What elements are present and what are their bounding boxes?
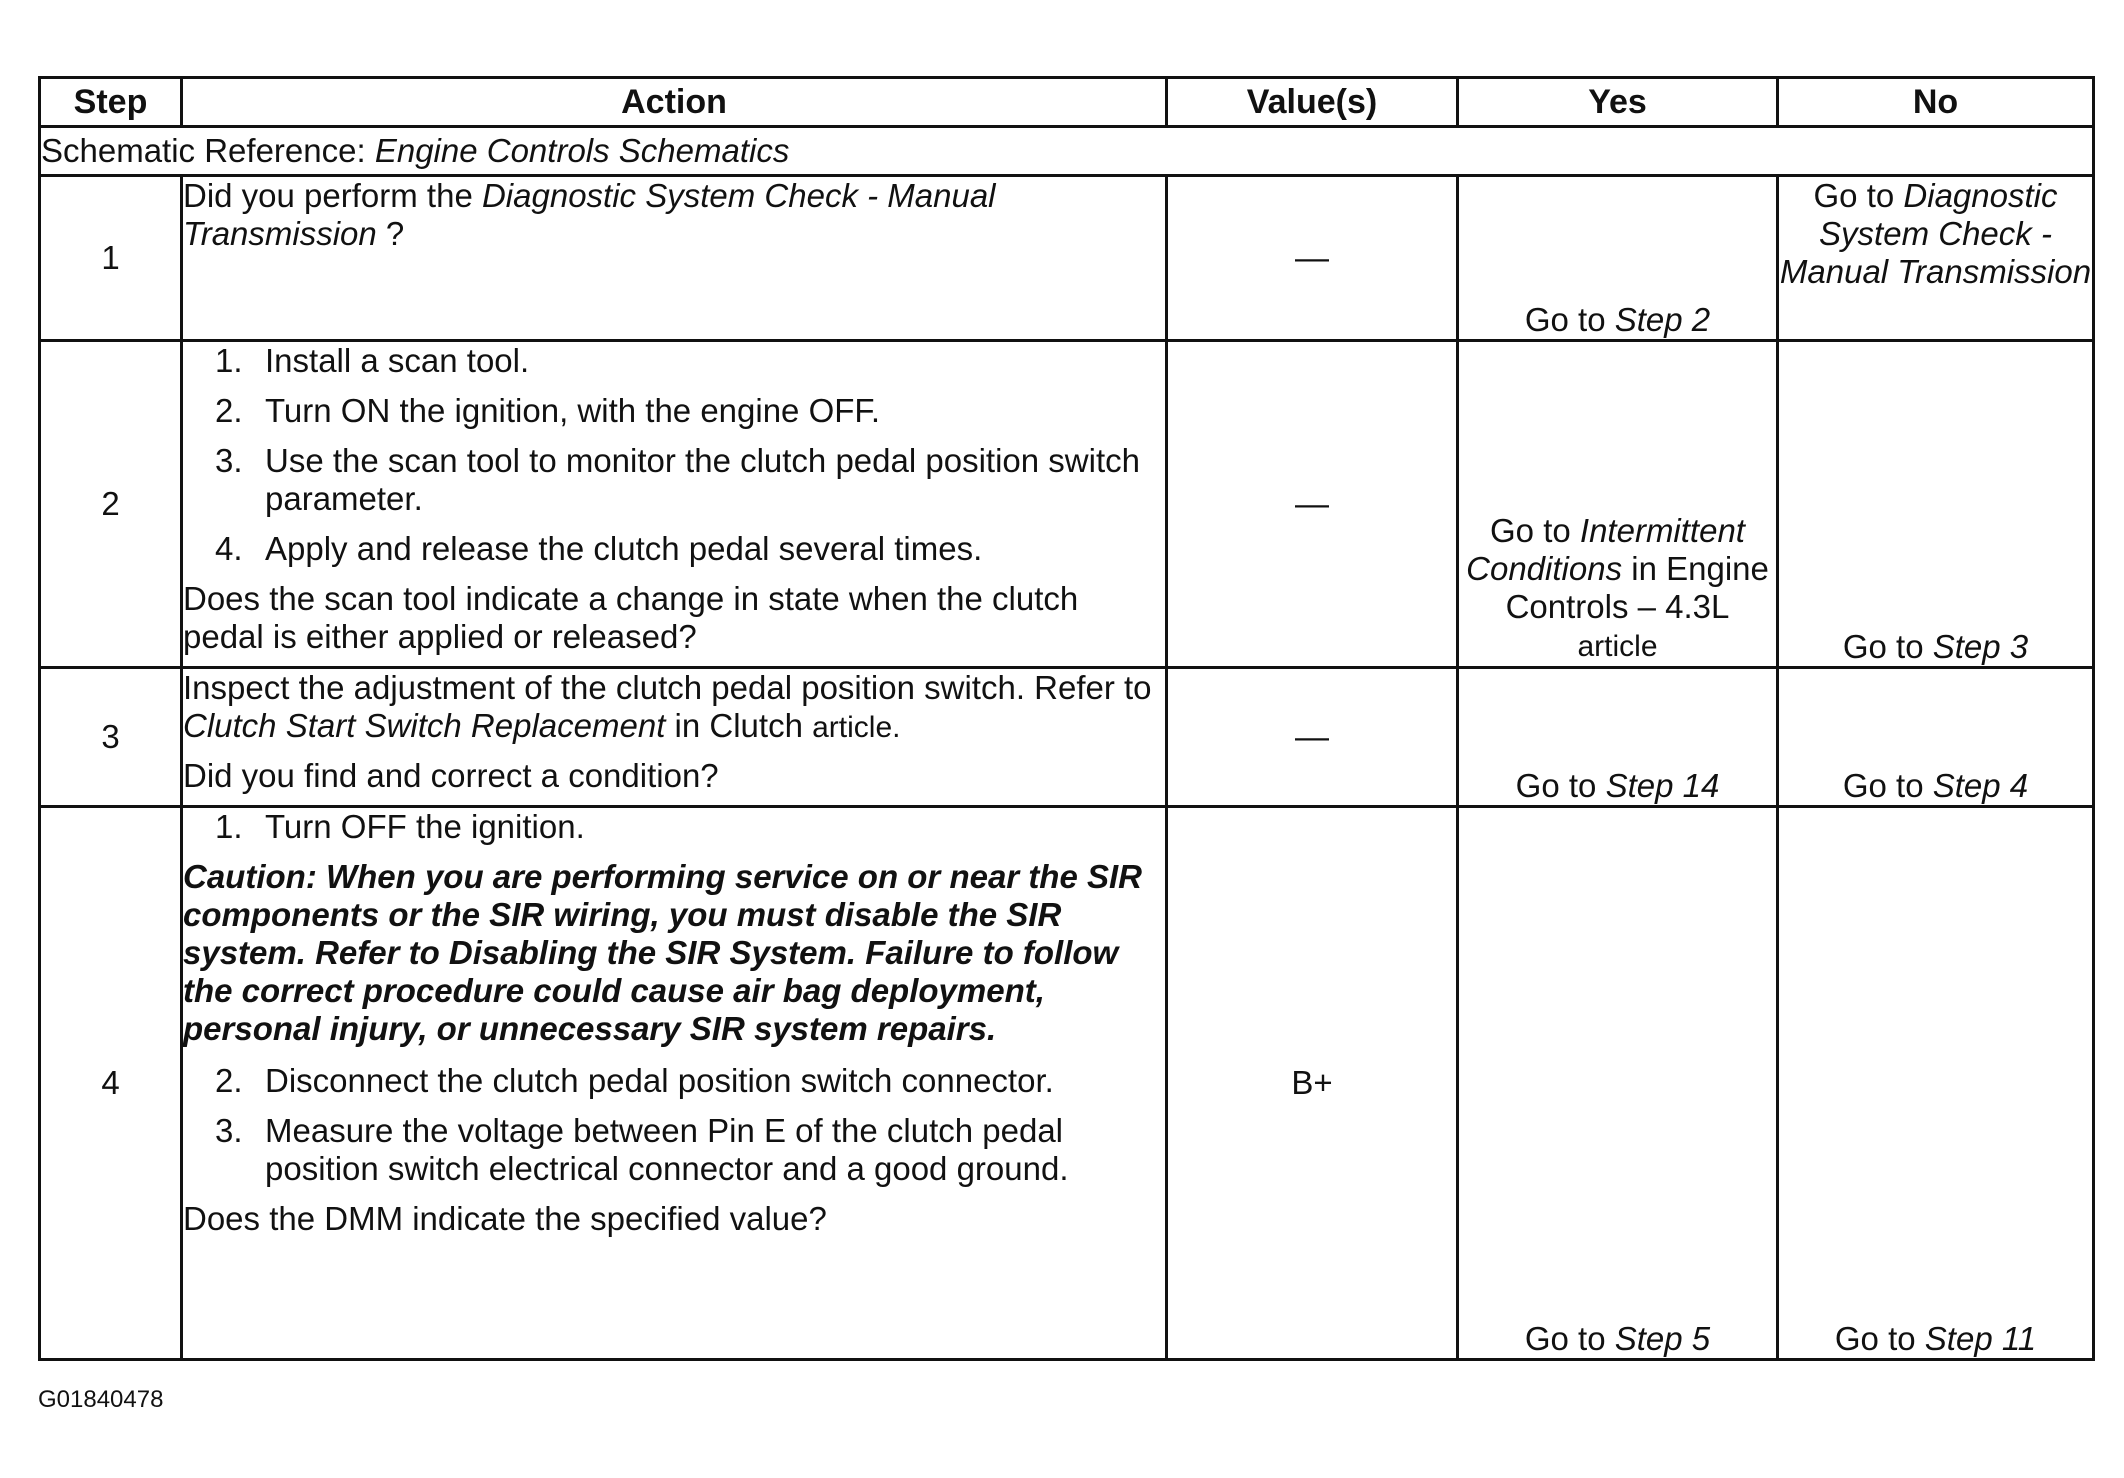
list-item-text: Turn OFF the ignition. (265, 808, 585, 845)
list-item-text: Use the scan tool to monitor the clutch pedal position switch parameter. (265, 442, 1140, 517)
table-row (40, 807, 2094, 1360)
action-question: Did you find and correct a condition? (183, 757, 719, 794)
yes-text-after: in Engine Controls – 4.3L (1505, 550, 1769, 625)
header-yes: Yes (1458, 78, 1778, 127)
yes-text: Go to (1490, 512, 1580, 549)
action-cell (182, 341, 1167, 668)
yes-suffix: article (1577, 630, 1658, 663)
action-cell (182, 668, 1167, 807)
list-item-text: Turn ON the ignition, with the engine OFF. (265, 392, 881, 429)
list-item-number: 1. (215, 342, 243, 379)
list-item (183, 530, 1165, 568)
no-link[interactable]: Step 4 (1932, 767, 2029, 804)
value-cell (1167, 807, 1458, 1360)
list-item-number: 3. (215, 442, 243, 479)
diagnostic-table-container (38, 76, 2092, 1361)
value-cell (1167, 668, 1458, 807)
no-link[interactable]: Step 11 (1924, 1320, 2037, 1357)
no-text: Go to (1834, 1320, 1925, 1357)
list-item (183, 442, 1165, 518)
header-action: Action (182, 78, 1167, 127)
list-item-number: 1. (215, 808, 243, 845)
yes-link[interactable]: Intermittent Conditions (1466, 512, 1745, 587)
action-text: Inspect the adjustment of the clutch pedal position switch. Refer to (183, 669, 1152, 706)
header-row (40, 78, 2094, 127)
list-item (183, 1062, 1165, 1100)
action-list (183, 342, 1165, 568)
value-cell (1167, 341, 1458, 668)
action-suffix: article. (812, 711, 901, 744)
schematic-reference-row (40, 127, 2094, 176)
yes-cell (1458, 176, 1778, 341)
list-item (183, 1112, 1165, 1188)
list-item-text: Install a scan tool. (265, 342, 530, 379)
action-link[interactable]: Clutch Start Switch Replacement (183, 707, 666, 744)
schematic-reference-label: Schematic Reference: (41, 132, 375, 169)
action-list (183, 808, 1165, 846)
table-row (40, 341, 2094, 668)
no-link[interactable]: Diagnostic System Check - Manual Transmission (1779, 177, 2092, 290)
list-item-number: 4. (215, 530, 243, 567)
step-number: 4 (40, 807, 182, 1360)
value-text: B+ (1291, 1064, 1333, 1101)
value-text: — (1295, 239, 1329, 277)
action-list (183, 1062, 1165, 1188)
yes-cell (1458, 341, 1778, 668)
list-item-text: Apply and release the clutch pedal several times. (265, 530, 983, 567)
list-item-text: Disconnect the clutch pedal position switch connector. (265, 1062, 1054, 1099)
caution-text: Caution: When you are performing service on or near the SIR components or the SIR wiring, you must disable the SIR system. Refer to Disabling the SIR System. Failure to follow the correct procedure could cause air bag deployment, personal injury, or unnecessary SIR system repairs. (183, 858, 1142, 1047)
yes-text: Go to (1524, 1320, 1615, 1357)
yes-cell (1458, 668, 1778, 807)
step-number: 3 (40, 668, 182, 807)
yes-text: Go to (1515, 767, 1606, 804)
list-item (183, 392, 1165, 430)
yes-link[interactable]: Step 14 (1605, 767, 1720, 804)
list-item-number: 2. (215, 392, 243, 429)
header-no: No (1778, 78, 2094, 127)
no-cell (1778, 807, 2094, 1360)
value-text: — (1295, 485, 1329, 523)
no-text: Go to (1842, 628, 1933, 665)
action-cell (182, 176, 1167, 341)
table-row (40, 668, 2094, 807)
value-cell (1167, 176, 1458, 341)
table-row (40, 176, 2094, 341)
value-text: — (1295, 718, 1329, 756)
yes-cell (1458, 807, 1778, 1360)
no-text: Go to (1813, 177, 1904, 214)
figure-id: G01840478 (38, 1386, 164, 1413)
no-cell (1778, 341, 2094, 668)
list-item-text: Measure the voltage between Pin E of the clutch pedal position switch electrical connector and a good ground. (265, 1112, 1069, 1187)
action-cell (182, 807, 1167, 1360)
header-step: Step (40, 78, 182, 127)
no-cell (1778, 668, 2094, 807)
header-values: Value(s) (1167, 78, 1458, 127)
yes-link[interactable]: Step 2 (1614, 301, 1711, 338)
step-number: 1 (40, 176, 182, 341)
no-text: Go to (1842, 767, 1933, 804)
no-cell (1778, 176, 2094, 341)
no-link[interactable]: Step 3 (1932, 628, 2029, 665)
list-item (183, 808, 1165, 846)
diagnostic-table (38, 76, 2095, 1361)
list-item (183, 342, 1165, 380)
step-number: 2 (40, 341, 182, 668)
schematic-reference-link[interactable]: Engine Controls Schematics (374, 132, 790, 169)
list-item-number: 2. (215, 1062, 243, 1099)
action-text: Did you perform the (183, 177, 482, 214)
schematic-reference (40, 127, 2094, 176)
action-text-mid: in Clutch (665, 707, 813, 744)
action-link[interactable]: Diagnostic System Check - Manual Transmission (183, 177, 996, 252)
yes-text: Go to (1524, 301, 1615, 338)
action-question: Does the scan tool indicate a change in state when the clutch pedal is either applied or released? (183, 580, 1079, 655)
yes-link[interactable]: Step 5 (1614, 1320, 1711, 1357)
action-question: Does the DMM indicate the specified value? (183, 1200, 827, 1237)
action-paragraph (183, 669, 1165, 747)
list-item-number: 3. (215, 1112, 243, 1149)
action-text-after: ? (376, 215, 405, 252)
